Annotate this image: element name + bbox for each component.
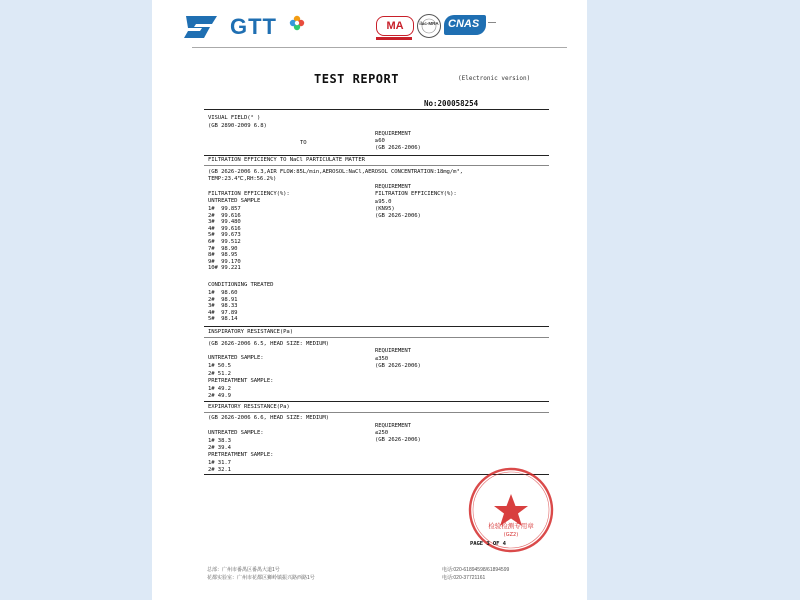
conditioned-label: CONDITIONING TREATED [208,282,274,288]
inspiratory-untreated-label: UNTREATED SAMPLE: [208,355,264,361]
visual-field-req-std: (GB 2626-2006) [375,145,421,151]
filtration-heading: FILTRATION EFFICIENCY TO NaCl PARTICULATE MATTER [208,157,365,163]
inspiratory-pre-item: 2# 49.9 [208,393,231,399]
filtration-eff-label: FILTRATION EFFICIENCY(%): [208,191,290,197]
untreated-item: 7# 98.90 [208,245,238,252]
ilac-mra-logo [416,13,442,39]
untreated-item: 2# 99.616 [208,212,241,219]
visual-field-heading: VISUAL FIELD(° ) [208,115,261,121]
gtt-flower-icon [289,15,305,31]
report-page [152,0,587,600]
footer-address [207,566,280,573]
seal-inner-text: 检验检测专用章 [488,522,534,530]
expiratory-req-std: (GB 2626-2006) [375,437,421,443]
inspiratory-untreated-item: 2# 51.2 [208,371,231,377]
expiratory-pre-item: 2# 32.1 [208,467,231,473]
cma-underline [376,37,412,40]
rule-3 [204,401,549,402]
filtration-req-label: REQUIREMENT [375,184,411,190]
visual-field-req-value: ≥60 [375,138,385,144]
untreated-item: 4# 99.616 [208,225,241,232]
filtration-req-class: (KN95) [375,206,395,212]
header-divider [192,47,567,48]
expiratory-pre-item: 1# 31.7 [208,460,231,466]
expiratory-standard: (GB 2626-2006 6.6, HEAD SIZE: MEDIUM) [208,415,329,421]
expiratory-pre-label: PRETREATMENT SAMPLE: [208,452,274,458]
inspiratory-pre-item: 1# 49.2 [208,386,231,392]
conditioned-item: 4# 97.89 [208,309,238,316]
untreated-item: 8# 98.95 [208,252,238,259]
filtration-req-label-2: FILTRATION EFFICIENCY(%): [375,191,457,197]
inspiratory-heading: INSPIRATORY RESISTANCE(Pa) [208,329,293,335]
rule-top [204,109,549,110]
rule-1 [204,155,549,156]
expiratory-req-label: REQUIREMENT [375,423,411,429]
seal-code: (GZ2) [503,532,519,538]
expiratory-untreated-item: 1# 38.3 [208,438,231,444]
rule-2b [204,337,549,338]
footer-address-value: 广州市番禺区番禺大道1号 [222,567,280,573]
inspiratory-standard: (GB 2626-2006 6.5, HEAD SIZE: MEDIUM) [208,341,329,347]
inspiratory-req-label: REQUIREMENT [375,348,411,354]
inspiratory-untreated-item: 1# 50.5 [208,363,231,369]
untreated-item: 10# 99.221 [208,265,241,272]
rule-1b [204,165,549,166]
rule-2 [204,326,549,327]
cnas-tail [488,22,496,23]
inspiratory-req-value: ≤350 [375,356,389,362]
filtration-conditions-2: TEMP:23.4℃,RH:56.2%) [208,176,277,182]
footer-lab [207,574,315,581]
untreated-item: 1# 99.857 [208,206,241,212]
visual-field-result: TO [300,140,307,146]
footer-lab-label: 花都实验室： [207,575,238,581]
filtration-conditions-1: (GB 2626-2006 6.3,AIR FLOW:85L/min,AEROSOL:NaCl,AEROSOL CONCENTRATION:18mg/m³, [208,169,463,175]
expiratory-untreated-label: UNTREATED SAMPLE: [208,430,264,436]
untreated-item: 6# 99.512 [208,238,241,245]
report-title: TEST REPORT [314,72,399,86]
untreated-item: 5# 99.673 [208,232,241,239]
page-number: PAGE 3 OF 4 [470,541,506,547]
expiratory-heading: EXPIRATORY RESISTANCE(Pa) [208,404,290,410]
gtt-logo-mark [184,14,220,40]
footer-lab-value: 广州市花都区狮岭镇振兴路西路1号 [237,575,315,581]
ilac-mra-label: ilac-MRA [419,21,439,26]
untreated-list [208,206,241,272]
cnas-label: CNAS [448,18,480,30]
expiratory-untreated-item: 2# 39.4 [208,445,231,451]
inspiratory-req-std: (GB 2626-2006) [375,363,421,369]
untreated-label: UNTREATED SAMPLE [208,198,261,204]
rule-3b [204,412,549,413]
conditioned-item: 5# 98.14 [208,316,238,323]
footer-tel-2: 电话:020-37721161 [442,575,486,581]
inspiratory-pre-label: PRETREATMENT SAMPLE: [208,378,274,384]
conditioned-item: 3# 98.33 [208,303,238,310]
untreated-item: 9# 99.170 [208,258,241,265]
untreated-item: 3# 99.480 [208,219,241,226]
conditioned-list [208,290,237,323]
conditioned-item: 1# 98.60 [208,290,238,296]
footer-address-label: 总部： [207,567,223,573]
cma-logo: MA [376,16,414,36]
visual-field-req-label: REQUIREMENT [375,131,411,137]
expiratory-req-value: ≤250 [375,430,389,436]
footer-tel-1: 电话:020-61894598/61894599 [442,567,510,573]
conditioned-item: 2# 98.91 [208,296,238,303]
filtration-req-std: (GB 2626-2006) [375,213,421,219]
gtt-logo-text: GTT [230,14,277,39]
filtration-req-value: ≥95.0 [375,199,392,205]
visual-field-standard: (GB 2890-2009 6.8) [208,123,267,129]
report-number: No:200058254 [424,99,479,108]
report-edition: (Electronic version) [458,75,531,82]
